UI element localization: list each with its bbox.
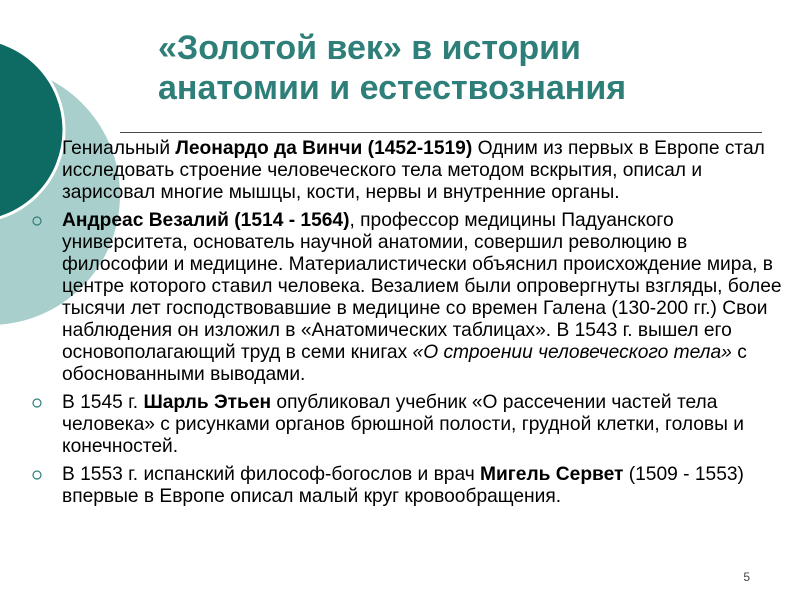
page-number: 5: [743, 570, 750, 584]
name-etienne: Шарль Этьен: [143, 392, 272, 413]
slide-body: [32, 138, 797, 514]
text: с обоснованными выводами.: [62, 342, 747, 385]
text: В 1553 г. испанский философ-богослов и врач: [62, 464, 481, 485]
book-title: «О строении человеческого тела»: [412, 342, 732, 363]
text: (1509 - 1553) впервые в Европе описал малый круг кровообращения.: [62, 464, 744, 507]
paragraph-vesalius: [32, 210, 797, 386]
name-leonardo: Леонардо да Винчи (1452-1519): [175, 138, 473, 159]
text: Одним из первых в Европе стал исследовать строение человеческого тела методом вскрытия, описал и зарисовал многие мышцы, кости, нервы и внутренние органы.: [62, 138, 765, 203]
name-servetus: Мигель Сервет: [480, 464, 624, 485]
paragraph-etienne: [32, 392, 797, 458]
slide-title: [158, 28, 758, 108]
title-divider: [120, 132, 762, 133]
paragraph-servetus: [32, 464, 797, 508]
circle-bullet-icon: [32, 216, 42, 226]
circle-bullet-icon: [32, 470, 42, 480]
title-line-1: «Золотой век» в истории: [158, 29, 581, 67]
paragraph-leonardo: [32, 138, 797, 204]
text: опубликовал учебник «О рассечении частей тела человека» с рисунками органов брюшной полости, грудной клетки, головы и конечностей.: [62, 392, 744, 457]
circle-bullet-icon: [32, 398, 42, 408]
text: В 1545 г.: [62, 392, 144, 413]
text: , профессор медицины Падуанского университета, основатель научной анатомии, совершил революцию в философии и медицине. Материалистически объяснил происхождение мира, в центре которого ставил человека. Везалием были опровергнуты взгляды, более тысячи лет господствовавшие в медицине со времен Галена (130-200 гг.) Свои наблюдения он изложил в «Анатомических таблицах». В 1543 г. вышел его основополагающий труд в семи книгах: [62, 210, 782, 363]
title-line-2: анатомии и естествознания: [158, 69, 627, 107]
name-vesalius: Андреас Везалий (1514 - 1564): [62, 210, 350, 231]
text: Гениальный: [62, 138, 176, 159]
